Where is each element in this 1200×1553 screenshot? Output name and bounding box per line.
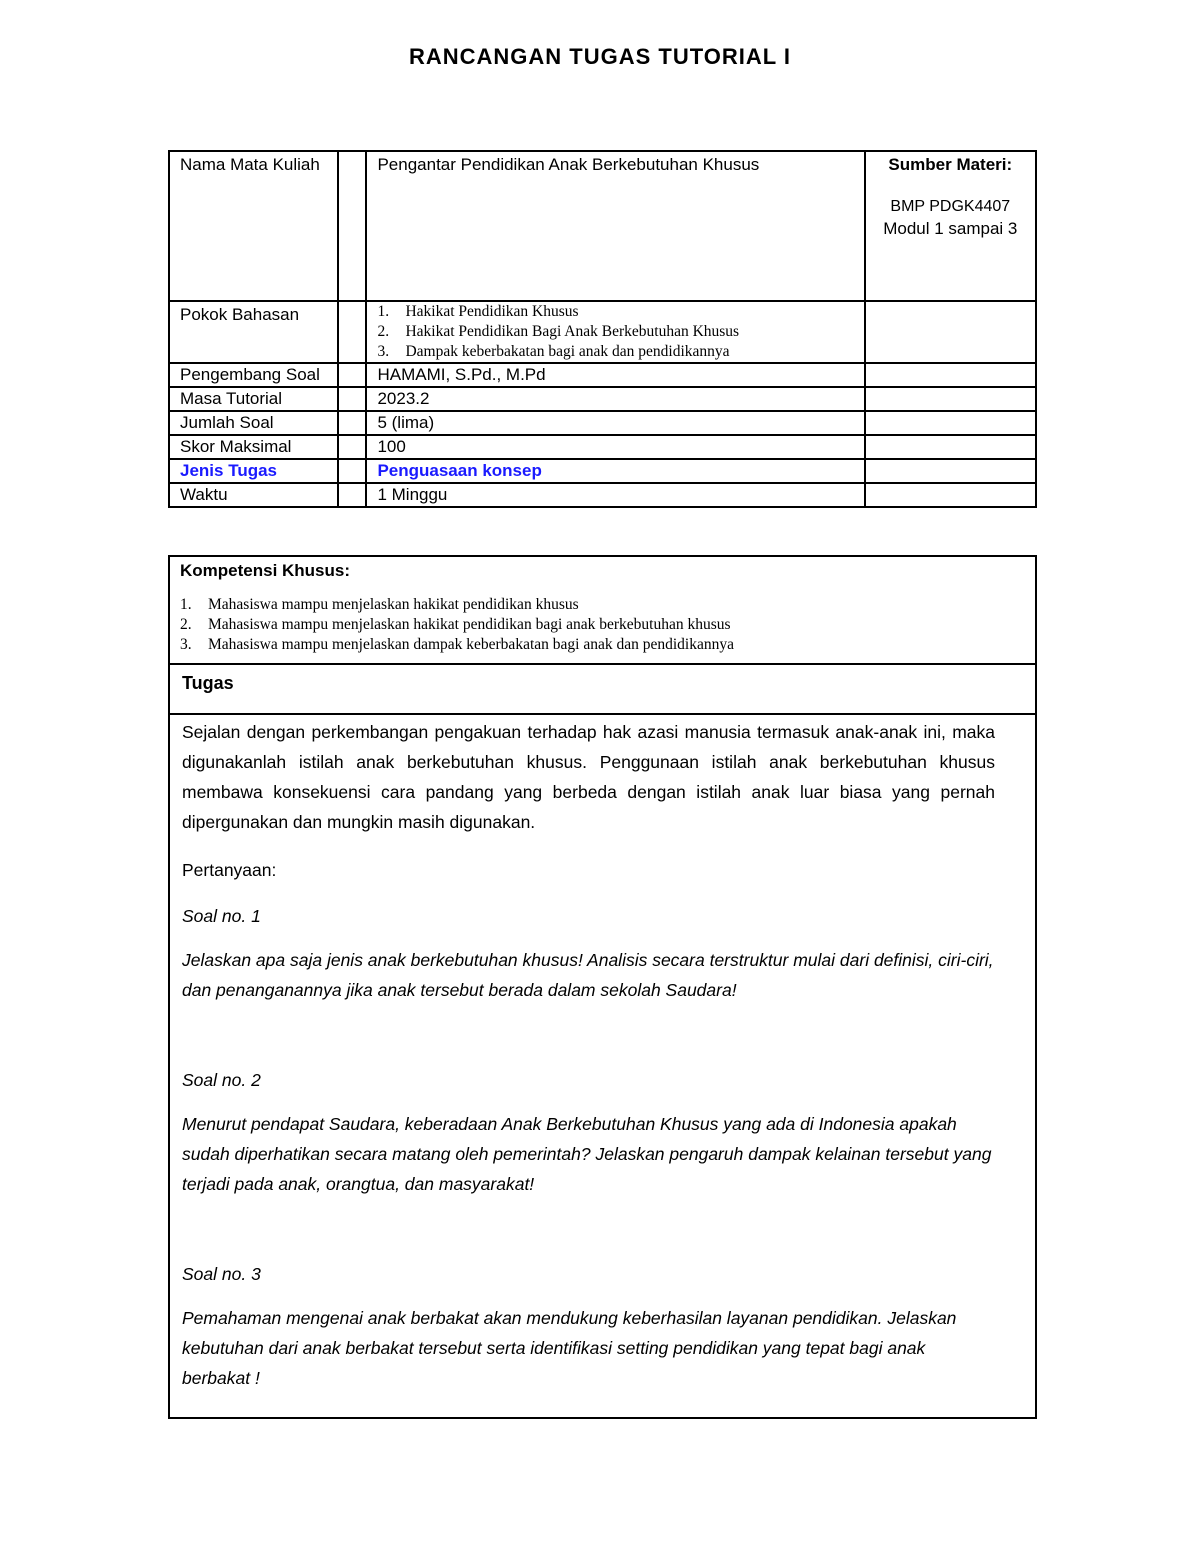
- soal-2-text: Menurut pendapat Saudara, keberadaan Anak Berkebutuhan Khusus yang ada di Indonesia apakah sudah diperhatikan secara matang oleh pemerintah? Jelaskan pengaruh dampak kelainan tersebut yang terjadi pada anak, orangtua, dan masyarakat!: [182, 1114, 992, 1194]
- soal-3-text: Pemahaman mengenai anak berbakat akan mendukung keberhasilan layanan pendidikan. Jelaskan kebutuhan dari anak berbakat tersebut serta identifikasi setting pendidikan yang tepat bagi anak berbakat !: [182, 1308, 957, 1388]
- course-info-table: [168, 150, 1037, 508]
- waktu-label: Waktu: [169, 483, 338, 507]
- table-row: [169, 301, 1036, 363]
- list-item: 2. Hakikat Pendidikan Bagi Anak Berkebutuhan Khusus: [377, 323, 740, 340]
- list-item: 3. Dampak keberbakatan bagi anak dan pendidikannya: [377, 343, 730, 360]
- kompetensi-section: [170, 557, 1035, 665]
- waktu-value: 1 Minggu: [366, 483, 864, 507]
- pokok-bahasan-list: [377, 302, 853, 362]
- table-row: [169, 435, 1036, 459]
- table-row: [169, 411, 1036, 435]
- list-item: 2. Mahasiswa mampu menjelaskan hakikat pendidikan bagi anak berkebutuhan khusus: [180, 616, 731, 633]
- pengembang-soal-value: HAMAMI, S.Pd., M.Pd: [366, 363, 864, 387]
- kompetensi-heading: Kompetensi Khusus:: [180, 561, 351, 580]
- soal-1-text: Jelaskan apa saja jenis anak berkebutuhan khusus! Analisis secara terstruktur mulai dari definisi, ciri-ciri, dan penanganannya jika anak tersebut berada dalam sekolah Saudara!: [182, 950, 994, 1000]
- jumlah-soal-value: 5 (lima): [366, 411, 864, 435]
- jumlah-soal-label: Jumlah Soal: [169, 411, 338, 435]
- table-row: [169, 387, 1036, 411]
- list-item: 1. Hakikat Pendidikan Khusus: [377, 303, 579, 320]
- jenis-tugas-label: Jenis Tugas: [169, 459, 338, 483]
- skor-maksimal-label: Skor Maksimal: [169, 435, 338, 459]
- masa-tutorial-value: 2023.2: [366, 387, 864, 411]
- sumber-materi-heading: Sumber Materi:: [888, 155, 1013, 174]
- table-row: [169, 483, 1036, 507]
- soal-1-label: Soal no. 1: [182, 906, 261, 926]
- pengembang-soal-label: Pengembang Soal: [169, 363, 338, 387]
- page-title: RANCANGAN TUGAS TUTORIAL I: [408, 44, 792, 69]
- sumber-materi-modul: Modul 1 sampai 3: [883, 219, 1018, 238]
- tugas-intro: Sejalan dengan perkembangan pengakuan terhadap hak azasi manusia termasuk anak-anak ini, maka digunakanlah istilah anak berkebutuhan khusus. Penggunaan istilah anak berkebutuhan khusus membawa konsekuensi cara pandang yang berbeda dengan istilah anak luar biasa yang pernah dipergunakan dan mungkin masih digunakan.: [182, 722, 995, 832]
- table-row: [169, 151, 1036, 301]
- task-box: [168, 555, 1037, 1419]
- table-row: [169, 459, 1036, 483]
- tugas-body: [170, 715, 1035, 1393]
- pertanyaan-label: Pertanyaan:: [182, 860, 277, 880]
- sumber-materi-cell: [865, 151, 1036, 301]
- kompetensi-list: [180, 595, 1023, 655]
- jenis-tugas-value: Penguasaan konsep: [366, 459, 864, 483]
- table-row: [169, 363, 1036, 387]
- sumber-materi-bmp: BMP PDGK4407: [890, 198, 1011, 215]
- soal-2-label: Soal no. 2: [182, 1070, 261, 1090]
- skor-maksimal-value: 100: [366, 435, 864, 459]
- list-item: 3. Mahasiswa mampu menjelaskan dampak keberbakatan bagi anak dan pendidikannya: [180, 636, 734, 653]
- nama-mata-kuliah-label: Nama Mata Kuliah: [169, 151, 338, 301]
- soal-3-label: Soal no. 3: [182, 1264, 261, 1284]
- list-item: 1. Mahasiswa mampu menjelaskan hakikat pendidikan khusus: [180, 596, 579, 613]
- pokok-bahasan-label: Pokok Bahasan: [169, 301, 338, 363]
- tugas-heading: Tugas: [170, 665, 1035, 715]
- masa-tutorial-label: Masa Tutorial: [169, 387, 338, 411]
- nama-mata-kuliah-value: Pengantar Pendidikan Anak Berkebutuhan Khusus: [366, 151, 864, 301]
- pokok-bahasan-value: [366, 301, 864, 363]
